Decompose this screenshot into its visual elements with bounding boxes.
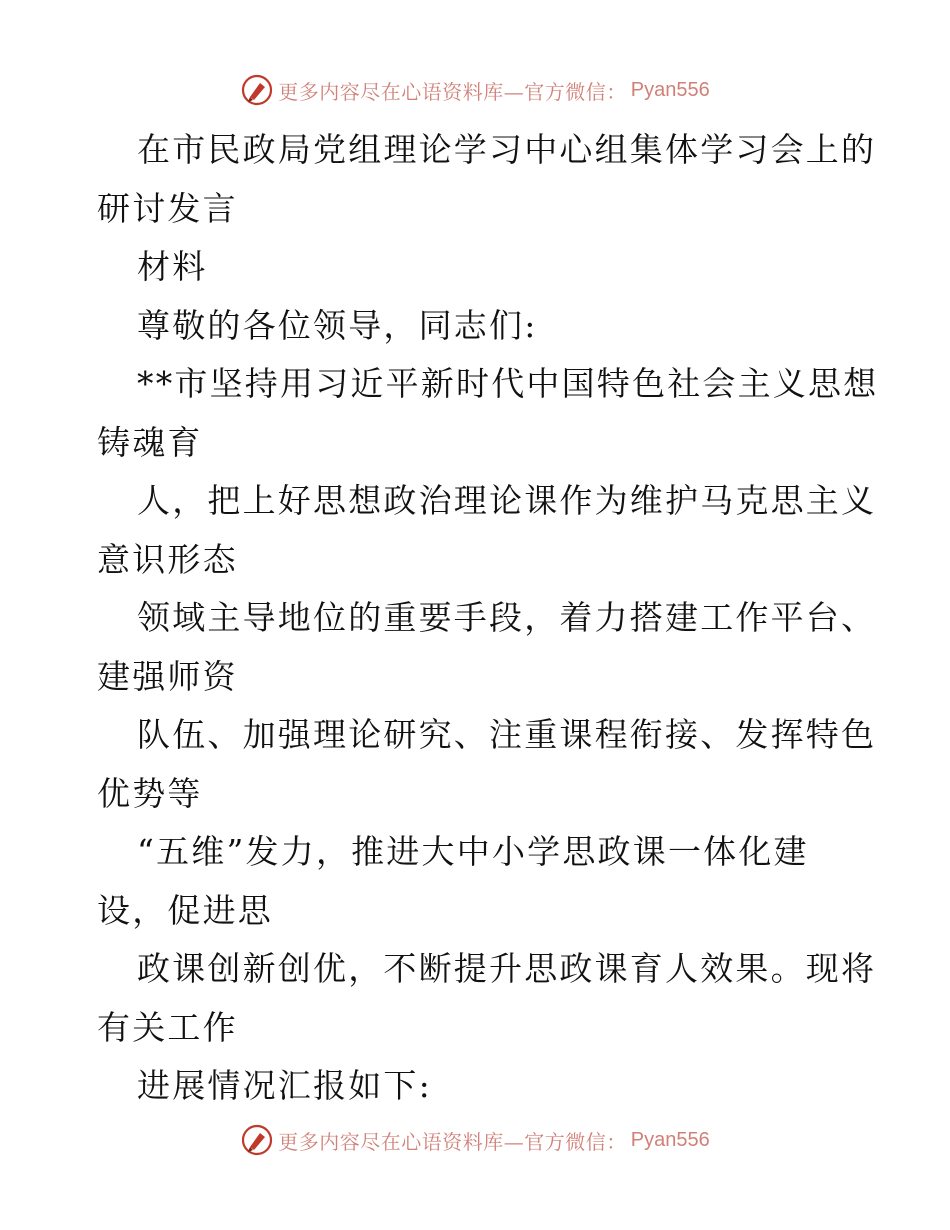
paragraph-line: 意识形态 (97, 539, 238, 579)
title-line-3: 材料 (137, 247, 208, 286)
paragraph-line: 建强师资 (97, 656, 238, 696)
salutation: 尊敬的各位领导，同志们: (137, 305, 538, 345)
watermark-text: 更多内容尽在心语资料库—官方微信： (278, 79, 627, 104)
paragraph-line: 队伍、加强理论研究、注重课程衔接、发挥特色 (137, 715, 877, 754)
pen-nib-logo-icon (240, 1123, 274, 1157)
paragraph-line: 铸魂育 (97, 422, 203, 462)
paragraph-line: 政课创新创优，不断提升思政课育人效果。现将 (137, 949, 877, 988)
watermark-wechat-id: Pyan556 (630, 78, 710, 101)
watermark-text: 更多内容尽在心语资料库—官方微信： (278, 1129, 627, 1154)
footer-watermark (0, 1122, 950, 1158)
header-watermark (0, 72, 950, 108)
title-line-1: 在市民政局党组理论学习中心组集体学习会上的 (137, 130, 877, 169)
paragraph-line: 领域主导地位的重要手段，着力搭建工作平台、 (137, 598, 877, 637)
paragraph-line: 进展情况汇报如下: (137, 1066, 432, 1105)
title-line-2: 研讨发言 (97, 188, 238, 228)
paragraph-line: 设，促进思 (97, 890, 273, 930)
paragraph-line: **市坚持用习近平新时代中国特色社会主义思想 (137, 364, 879, 403)
pen-nib-logo-icon (240, 73, 274, 107)
document-body (97, 121, 879, 1116)
paragraph-line: 有关工作 (97, 1007, 238, 1047)
paragraph-line: 优势等 (97, 773, 203, 813)
paragraph-line: 人，把上好思想政治理论课作为维护马克思主义 (137, 481, 877, 520)
watermark-wechat-id: Pyan556 (630, 1128, 710, 1151)
paragraph-line: “五维”发力，推进大中小学思政课一体化建 (137, 832, 809, 871)
